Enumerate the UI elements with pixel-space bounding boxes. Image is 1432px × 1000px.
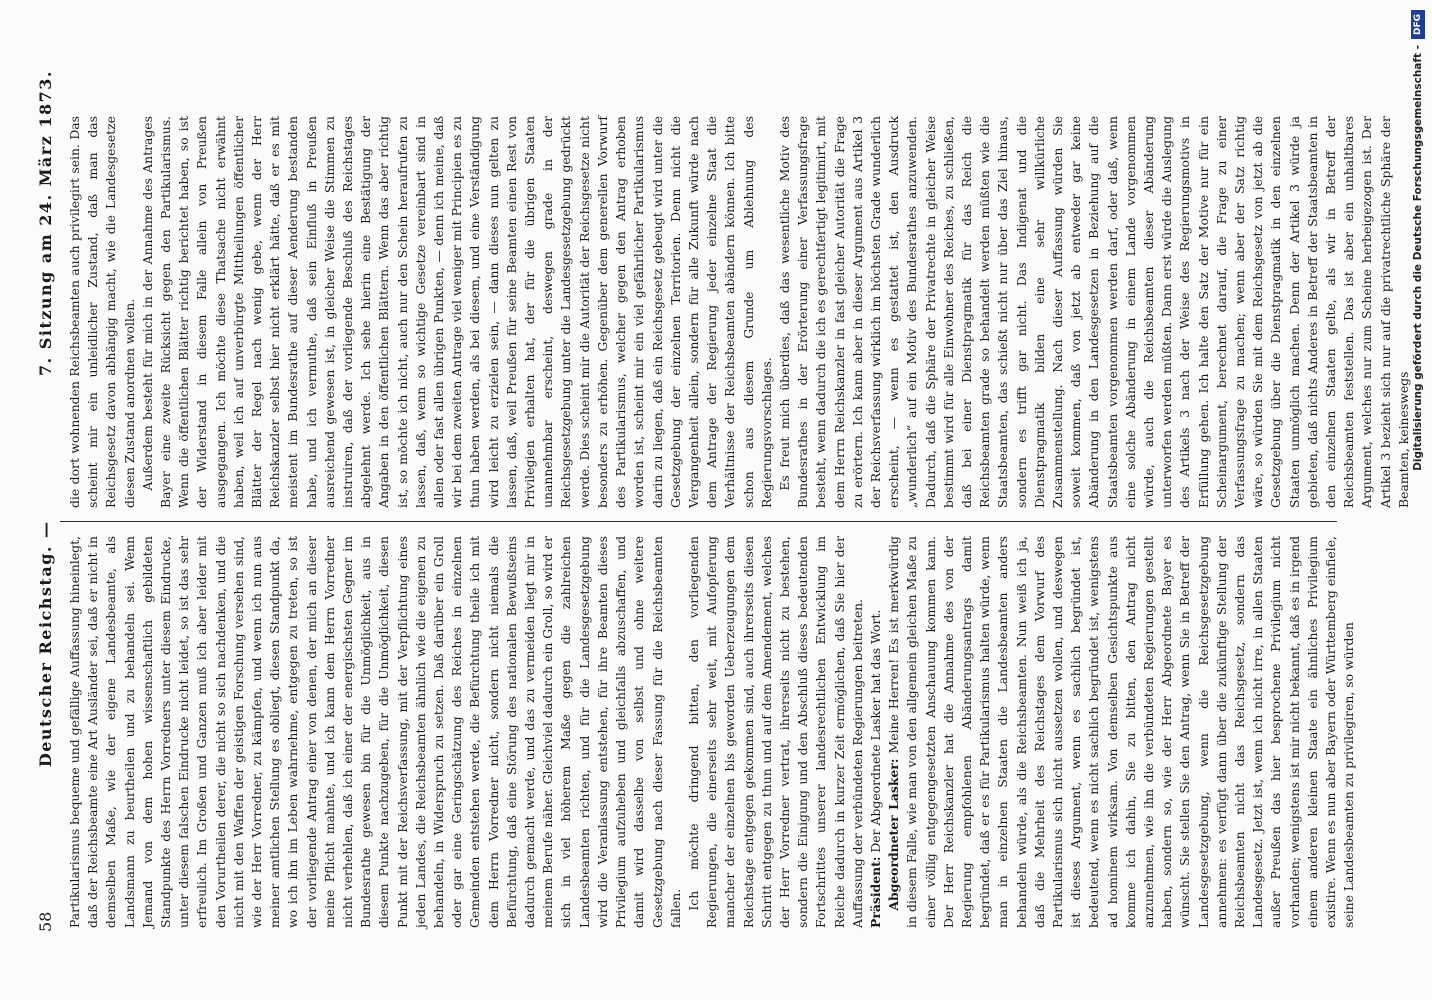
- president-text: Der Abgeordnete Lasker hat das Wort.: [867, 609, 883, 853]
- page-header: [34, 70, 56, 932]
- president-label: Präsident:: [867, 856, 883, 928]
- speaker-text: Meine Herren! Es ist merkwürdig in diesem Falle, wie man von den allgemein gleichen Maße zu einer völlig entgegengesetzten Anschauung kommen kann. Der Herr Reichskanzler hat die Annahme des von der Regierung empfohlenen Abänderungsantrags damit begründet, daß er es für Partikularismus halten würde, wenn man in einzelnen Staaten die Landesbeamten anders behandeln würde, als die Reichsbeamten. Nun weiß ich ja, daß die Mehrheit des Reichstages dem Vorwurf des Partikularismus sich nicht aussetzen wollen, und deswegen ist dieses Argument, wenn es sachlich begründet ist, bedeutend, wenn es nicht sachlich begründet ist, wenigstens ad hominem wirksam. Von demselben Gesichtspunkte aus komme ich dahin, Sie zu bitten, den Antrag nicht anzunehmen, wie ihn die verbündeten Regierungen gestellt haben, sondern so, wie der Herr Abgeordnete Bayer es wünscht. Sie stellen Sie den Antrag, wenn Sie in Betreff der Landesgesetzgebung, wenn die Reichsgesetzgebung annehmen: es verfügt dann über die zukünftige Stellung der Reichsbeamten nicht das Reichsgesetz, sondern das Landesgesetz. Jetzt ist, wenn ich nicht irre, in allen Staaten außer Preußen das hier besprochene Privilegium nicht vorhanden; wenigstens ist mir nicht bekannt, daß es in irgend einem anderen kleinen Staate ein ähnliches Privilegium existire. Wenn es nun aber Bayern oder Württemberg einfiele, seine Landesbeamten zu privilegiren, so würden: [886, 536, 1357, 928]
- speaker-label: Abgeordneter Lasker:: [886, 758, 902, 911]
- right-paragraph-3: Es freut mich überdies, daß das wesentliche Motiv des Bundesrathes in der Erörterung einer Verfassungsfrage besteht, wenn dadurch die ich es gerechtfertigt legitimirt, mit dem Herrn Reichskanzler in fast gleicher Autorität die Frage zu erörtern. Ich kann aber in dieser Argument aus Artikel 3 der Reichsverfassung wirklich im höchsten Grade wunderlich erscheint, — wenn es gestattet ist, den Ausdruck „wunderlich“ auf ein Motiv des Bundesrathes anzuwenden. Dadurch, daß die Sphäre der Privatrechte in gleicher Weise bestimmt wird für alle Einwohner des Reiches, zu schließen, daß bei einer Dienstpragmatik für das Reich die Reichsbeamten grade so behandelt werden müßten wie die Staatsbeamten, das schießt nicht nur über das Ziel hinaus, sondern es trifft gar nicht. Das Indigenat und die Dienstpragmatik bilden eine sehr willkürliche Zusammenstellung. Nach dieser Auffassung würden Sie soweit kommen, daß von jetzt ab entweder gar keine Abänderung in den Landesgesetzen in Beziehung auf die Staatsbeamten vorgenommen werden darf, oder daß, wenn eine solche Abänderung in einem Lande vorgenommen würde, auch die Reichsbeamten dieser Abänderung unterworfen werden müßten. Dann erst würde die Auslegung des Artikels 3 nach der Weise des Regierungsmotivs in Erfüllung gehen. Ich halte den Satz der Motive nur für ein Scheinargument, berechnet darauf, die Frage zu einer Verfassungsfrage zu machen; wenn aber der Satz richtig wäre, so würden Sie mit dem Reichsgesetz von jetzt ab die Gesetzgebung über die Dienstpragmatik in den einzelnen Staaten unmöglich machen. Denn der Artikel 3 würde ja gebieten, daß nichts Anderes in Betreff der Staatsbeamten in den einzelnen Staaten gelte, als wir in Betreff der Reichsbeamten feststellen. Das ist aber ein unhaltbares Argument, welches nur zum Scheine herbeigezogen ist. Der Artikel 3 bezieht sich nur auf die privatrechtliche Sphäre der Beamten, keineswegs: [776, 116, 1411, 508]
- header-title-right: 7. Sitzung am 24. März 1873.: [35, 70, 55, 376]
- header-title-left: Deutscher Reichstag. —: [35, 520, 55, 768]
- digitization-sidebar: [1404, 0, 1432, 1000]
- dfg-logo: DFG: [1411, 10, 1425, 39]
- left-paragraph-3: [885, 536, 1358, 928]
- left-column: [66, 536, 1386, 928]
- digitization-note: Digitalisierung gefördert durch die Deutsche Forschungsgemeinschaft -: [1412, 45, 1424, 471]
- right-paragraph-1: die dort wohnenden Reichsbeamten auch privilegirt sein. Das scheint mir ein unleidlicher Zustand, daß man das Reichsgesetz davon abhängig macht, wie die Landesgesetze diesen Zustand anordnen wollen.: [67, 116, 137, 508]
- right-paragraph-2: Außerdem besteht für mich in der Annahme des Antrages Bayer eine zweite Rücksicht gegen den Partikularismus. Wenn die öffentlichen Blätter richtig berichtet haben, so ist der Widerstand in diesem Falle allein von Preußen ausgegangen. Ich möchte diese Thatsache nicht erwähnt haben, weil ich auf unverbürgte Mittheilungen öffentlicher Blätter der Regel nach wenig gebe, wenn der Herr Reichskanzler selbst hier nicht erklärt hätte, daß er es mit meistent im Bundesrathe auf dieser Aenderung bestanden habe, und ich vermuthe, daß sein Einfluß in Preußen ausreichend gewesen ist, in gleicher Weise die Stimmen zu instruiren, daß der vorliegende Beschluß des Reichstages abgelehnt werde. Ich sehe hierin eine Bestätigung der Angaben in den öffentlichen Blättern. Wenn das aber richtig ist, so möchte ich nicht, auch nur den Schein heraufrufen zu lassen, daß, wenn so wichtige Gesetze vereinbart sind in allen oder fast allen übrigen Punkten, — denn ich meine, daß wir bei dem zweiten Antrage viel weniger mit Principien es zu thun haben werden, als bei diesem, und eine Verständigung wird leicht zu erzielen sein, — dann dieses nun gelten zu lassen, daß, weil Preußen für seine Beamten einen Rest von Privilegien erhalten hat, der für die übrigen Staaten unannehmbar erscheint, deswegen grade in der Reichsgesetzgebung unter die Landesgesetzgebung gedrückt werde. Dies scheint mir die Autorität der Reichsgesetze nicht besonders zu erhöhen. Gegenüber dem generellen Vorwurf des Partikularismus, welcher gegen den Antrag erhoben worden ist, scheint mir ein viel gefährlicher Partikularismus darin zu liegen, daß ein Reichsgesetz gebeugt wird unter die Gesetzgebung der einzelnen Territorien. Denn nicht die Vergangenheit allein, sondern für alle Zukunft würde nach dem Antrage der Regierung jeder einzelne Staat die Verhältnisse der Reichsbeamten abändern können. Ich bitte schon aus diesem Grunde um Ablehnung des Regierungsvorschlages.: [139, 116, 774, 508]
- column-divider: [60, 521, 1337, 522]
- digitization-note-rotated: [1404, 0, 1432, 1000]
- left-paragraph-2: Ich möchte dringend bitten, den vorliegenden Regierungen, die einerseits sehr weit, mit Aufopferung mancher der einzelnen bis geworden Ueberzeugungen dem Reichstage entgegen gekommen sind, auch ihrerseits diesen Schritt entgegen zu thun und auf dem Amendement, welches der Herr Vorredner vertrat, ihrerseits nicht zu bestehen, sondern die Einigung und den Abschluß dieses bedeutenden Fortschrittes unserer landesrechtlichen Entwicklung im Reiche dadurch in kurzer Zeit ermöglichen, daß Sie hier der Auffassung der verbündeten Regierungen beitreten.: [685, 536, 865, 928]
- left-paragraph-1: Partikularismus bequeme und gefällige Auffassung hineinlegt, daß der Reichsbeamte eine Art Ausländer sei, daß er nicht in demselben Maße, wie der eigene Landesbeamte, als Landsmann zu beurtheilen und zu behandeln sei. Wenn Jemand von dem hohen wissenschaftlich gebildeten Standpunkte des Herrn Vorredners unter diesem Eindrucke, unter diesem falschen Eindrucke nicht leidet, so ist das sehr erfreulich. Im Großen und Ganzen muß ich aber leider mit den Vorurtheilen derer, die nicht so sich nachdenken, und die nicht mit den Waffen der geistigen Forschung versehen sind, wie der Herr Vorredner, zu kämpfen, und wenn ich nun aus meiner amtlichen Stellung es obliegt, diesen Standpunkt da, wo ich ihn im Leben wahrnehme, entgegen zu treten, so ist der vorliegende Antrag einer von denen, der mich an dieser meine Pflicht mahnte, und ich kann dem Herrn Vorredner nicht verhehlen, daß ich einer der energischsten Gegner im Bundesrathe gewesen bin für die Unmöglichkeit, aus in diesem Punkte nachzugeben, für die Unmöglichkeit, diesen Punkt mit der Reichsverfassung, mit der Verpflichtung eines jeden Landes, die Reichsbeamten ähnlich wie die eigenen zu behandeln, in Widerspruch zu setzen. Daß darüber ein Groll oder gar eine Geringschätzung des Reiches in einzelnen Gemeinden entstehen werde, die Befürchtung theile ich mit dem Herrn Vorredner nicht, sondern nicht niemals die Befürchtung, daß eine Störung des nationalen Bewußtseins dadurch gemacht werde, und das zu vermeiden liegt mir in meinem Berufe näher. Gleichviel dadurch ein Groll, so wird er sich in viel höherem Maße gegen die zahlreichen Landesbeamten richten, und für die Landesgesetzgebung wird die Veranlassung entstehen, für ihre Beamten dieses Privilegium aufzuheben und gleichfalls abzuschaffen, und damit wird dasselbe von selbst und ohne weitere Gesetzgebung nach dieser Fassung für die Reichsbeamten fallen.: [67, 536, 683, 928]
- president-line: [867, 536, 885, 928]
- page-number: 58: [35, 911, 55, 932]
- right-column: [66, 116, 1411, 508]
